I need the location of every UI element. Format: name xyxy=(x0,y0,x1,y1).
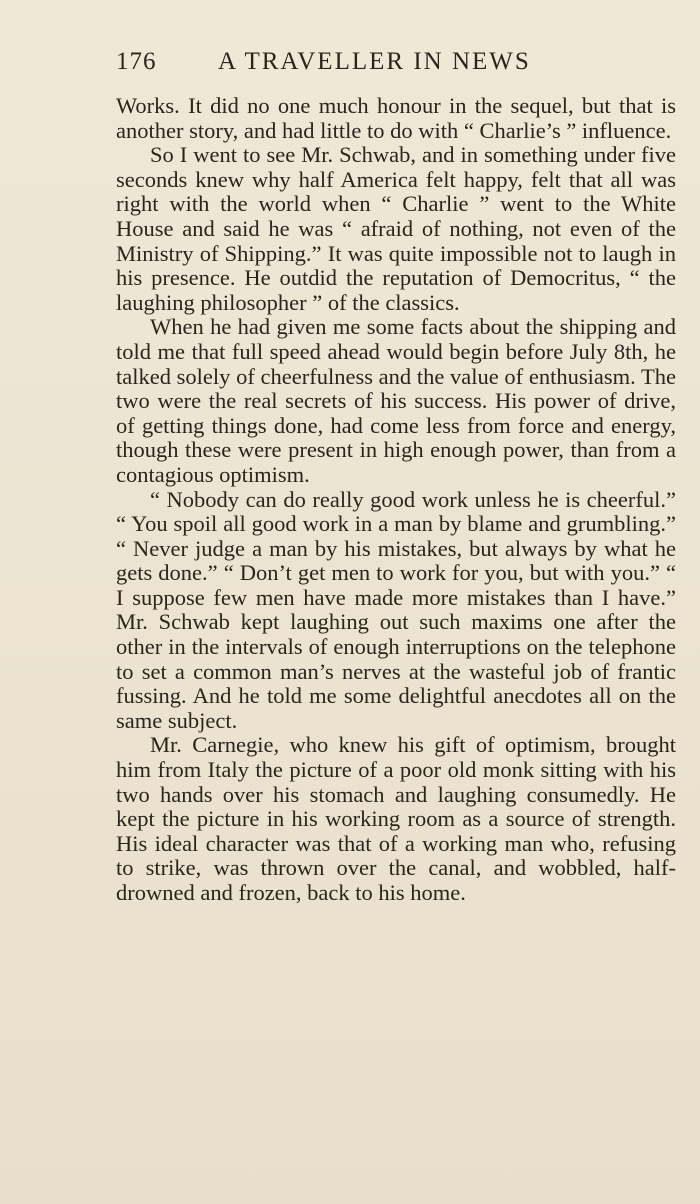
paragraph-continued: Works. It did no one much honour in the sequel, but that is another story, and had little to do with “ Charlie’s ” influence. xyxy=(116,93,676,143)
running-head: A TRAVELLER IN NEWS xyxy=(218,48,531,75)
page-number: 176 xyxy=(116,48,157,75)
page-header xyxy=(116,48,574,76)
paragraph: Mr. Carnegie, who knew his gift of optimism, brought him from Italy the picture of a poor old monk sitting with his two hands over his stomach and laughing consumedly. He kept the picture in his working room as a source of strength. His ideal character was that of a working man who, refusing to strike, was thrown over the canal, and wobbled, half-drowned and frozen, back to his home. xyxy=(116,732,676,905)
paragraph: When he had given me some facts about the shipping and told me that full speed ahead would begin before July 8th, he talked solely of cheerfulness and the value of enthusiasm. The two were the real secrets of his success. His power of drive, of getting things done, had come less from force and energy, though these were present in high enough power, than from a contagious optimism. xyxy=(116,314,676,487)
paragraph: “ Nobody can do really good work unless he is cheerful.” “ You spoil all good work in a man by blame and grumbling.” “ Never judge a man by his mistakes, but always by what he gets done.” “ Don’t get men to work for you, but with you.” “ I suppose few men have made more mistakes than I have.” Mr. Schwab kept laughing out such maxims one after the other in the intervals of enough interruptions on the telephone to set a common man’s nerves at the wasteful job of frantic fussing. And he told me some delightful anecdotes all on the same subject. xyxy=(116,486,676,733)
paragraph: So I went to see Mr. Schwab, and in something under five seconds knew why half America felt happy, felt that all was right with the world when “ Charlie ” went to the White House and said he was “ afraid of nothing, not even of the Ministry of Shipping.” It was quite impossible not to laugh in his presence. He outdid the reputation of Democritus, “ the laughing philosopher ” of the classics. xyxy=(116,142,676,315)
body-text xyxy=(116,94,676,906)
